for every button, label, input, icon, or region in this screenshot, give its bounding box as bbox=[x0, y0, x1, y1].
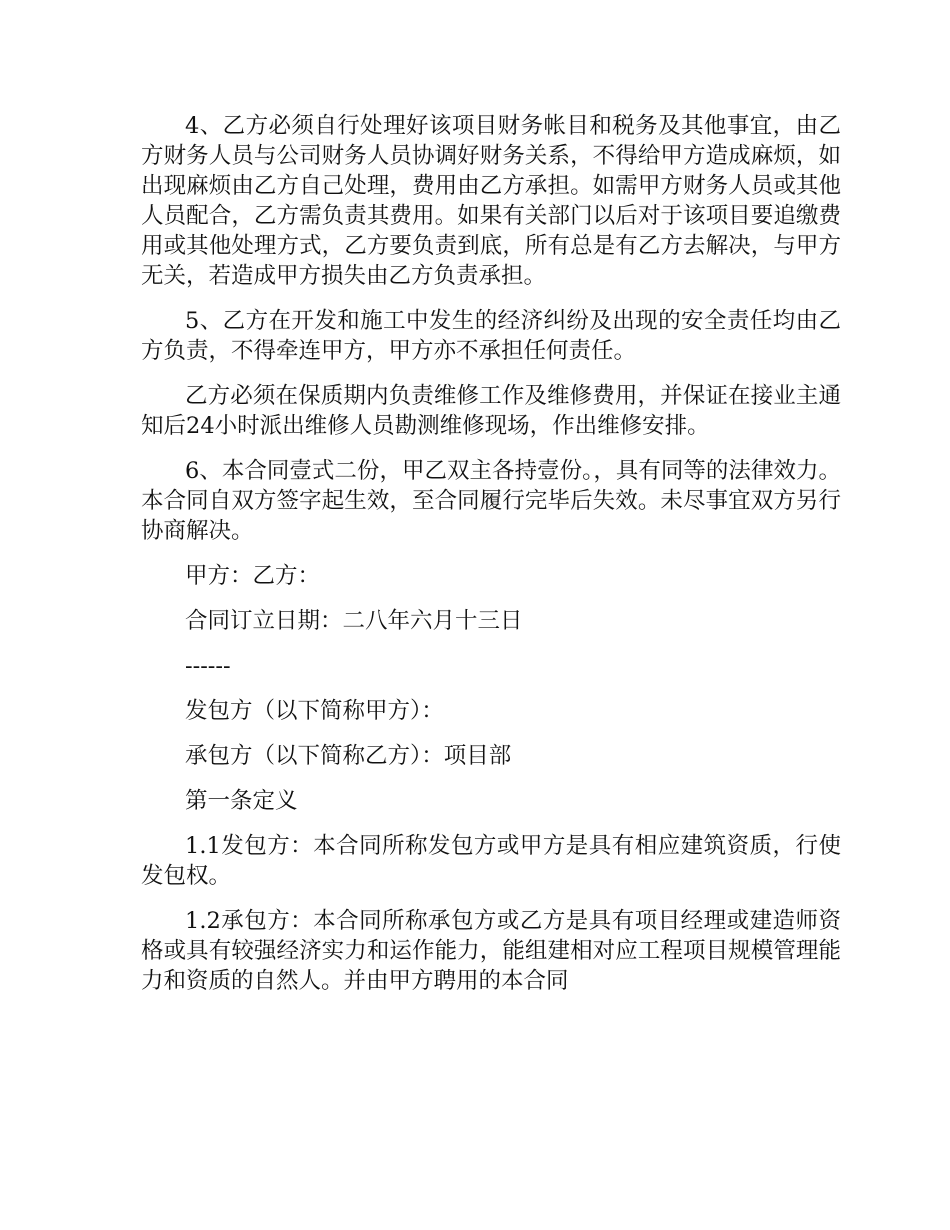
clause-warranty-maintenance: 乙方必须在保质期内负责维修工作及维修费用，并保证在接业主通知后24小时派出维修人员勘测维修现场，作出维修安排。 bbox=[141, 383, 841, 439]
document-page bbox=[141, 111, 841, 1011]
party-a-line: 发包方（以下简称甲方）： bbox=[185, 698, 444, 724]
definition-1-2: 1.2承包方：本合同所称承包方或乙方是具有项目经理或建造师资格或具有较强经济实力和运作能力，能组建相对应工程项目规模管理能力和资质的自然人。并由甲方聘用的本合同 bbox=[141, 908, 841, 994]
party-b-line: 承包方（以下简称乙方）：项目部 bbox=[185, 743, 512, 769]
clause-6-copies-validity: 6、本合同壹式二份，甲乙双主各持壹份。，具有同等的法律效力。本合同自双方签字起生效，至合同履行完毕后失效。未尽事宜双方另行协商解决。 bbox=[141, 458, 841, 544]
section-divider: ------ bbox=[185, 653, 231, 679]
clause-5-disputes-safety: 5、乙方在开发和施工中发生的经济纠纷及出现的安全责任均由乙方负责，不得牵连甲方，甲方亦不承担任何责任。 bbox=[141, 308, 841, 364]
contract-date: 合同订立日期：二八年六月十三日 bbox=[185, 608, 523, 634]
clause-4-finance-tax: 4、乙方必须自行处理好该项目财务帐目和税务及其他事宜，由乙方财务人员与公司财务人员协调好财务关系，不得给甲方造成麻烦，如出现麻烦由乙方自己处理，费用由乙方承担。如需甲方财务人员或其他人员配合，乙方需负责其费用。如果有关部门以后对于该项目要追缴费用或其他处理方式，乙方要负责到底，所有总是有乙方去解决，与甲方无关，若造成甲方损失由乙方负责承担。 bbox=[141, 113, 841, 289]
signature-parties: 甲方：乙方： bbox=[185, 563, 321, 589]
definition-1-1: 1.1发包方：本合同所称发包方或甲方是具有相应建筑资质，行使发包权。 bbox=[141, 833, 841, 889]
article-1-heading: 第一条定义 bbox=[185, 788, 298, 814]
